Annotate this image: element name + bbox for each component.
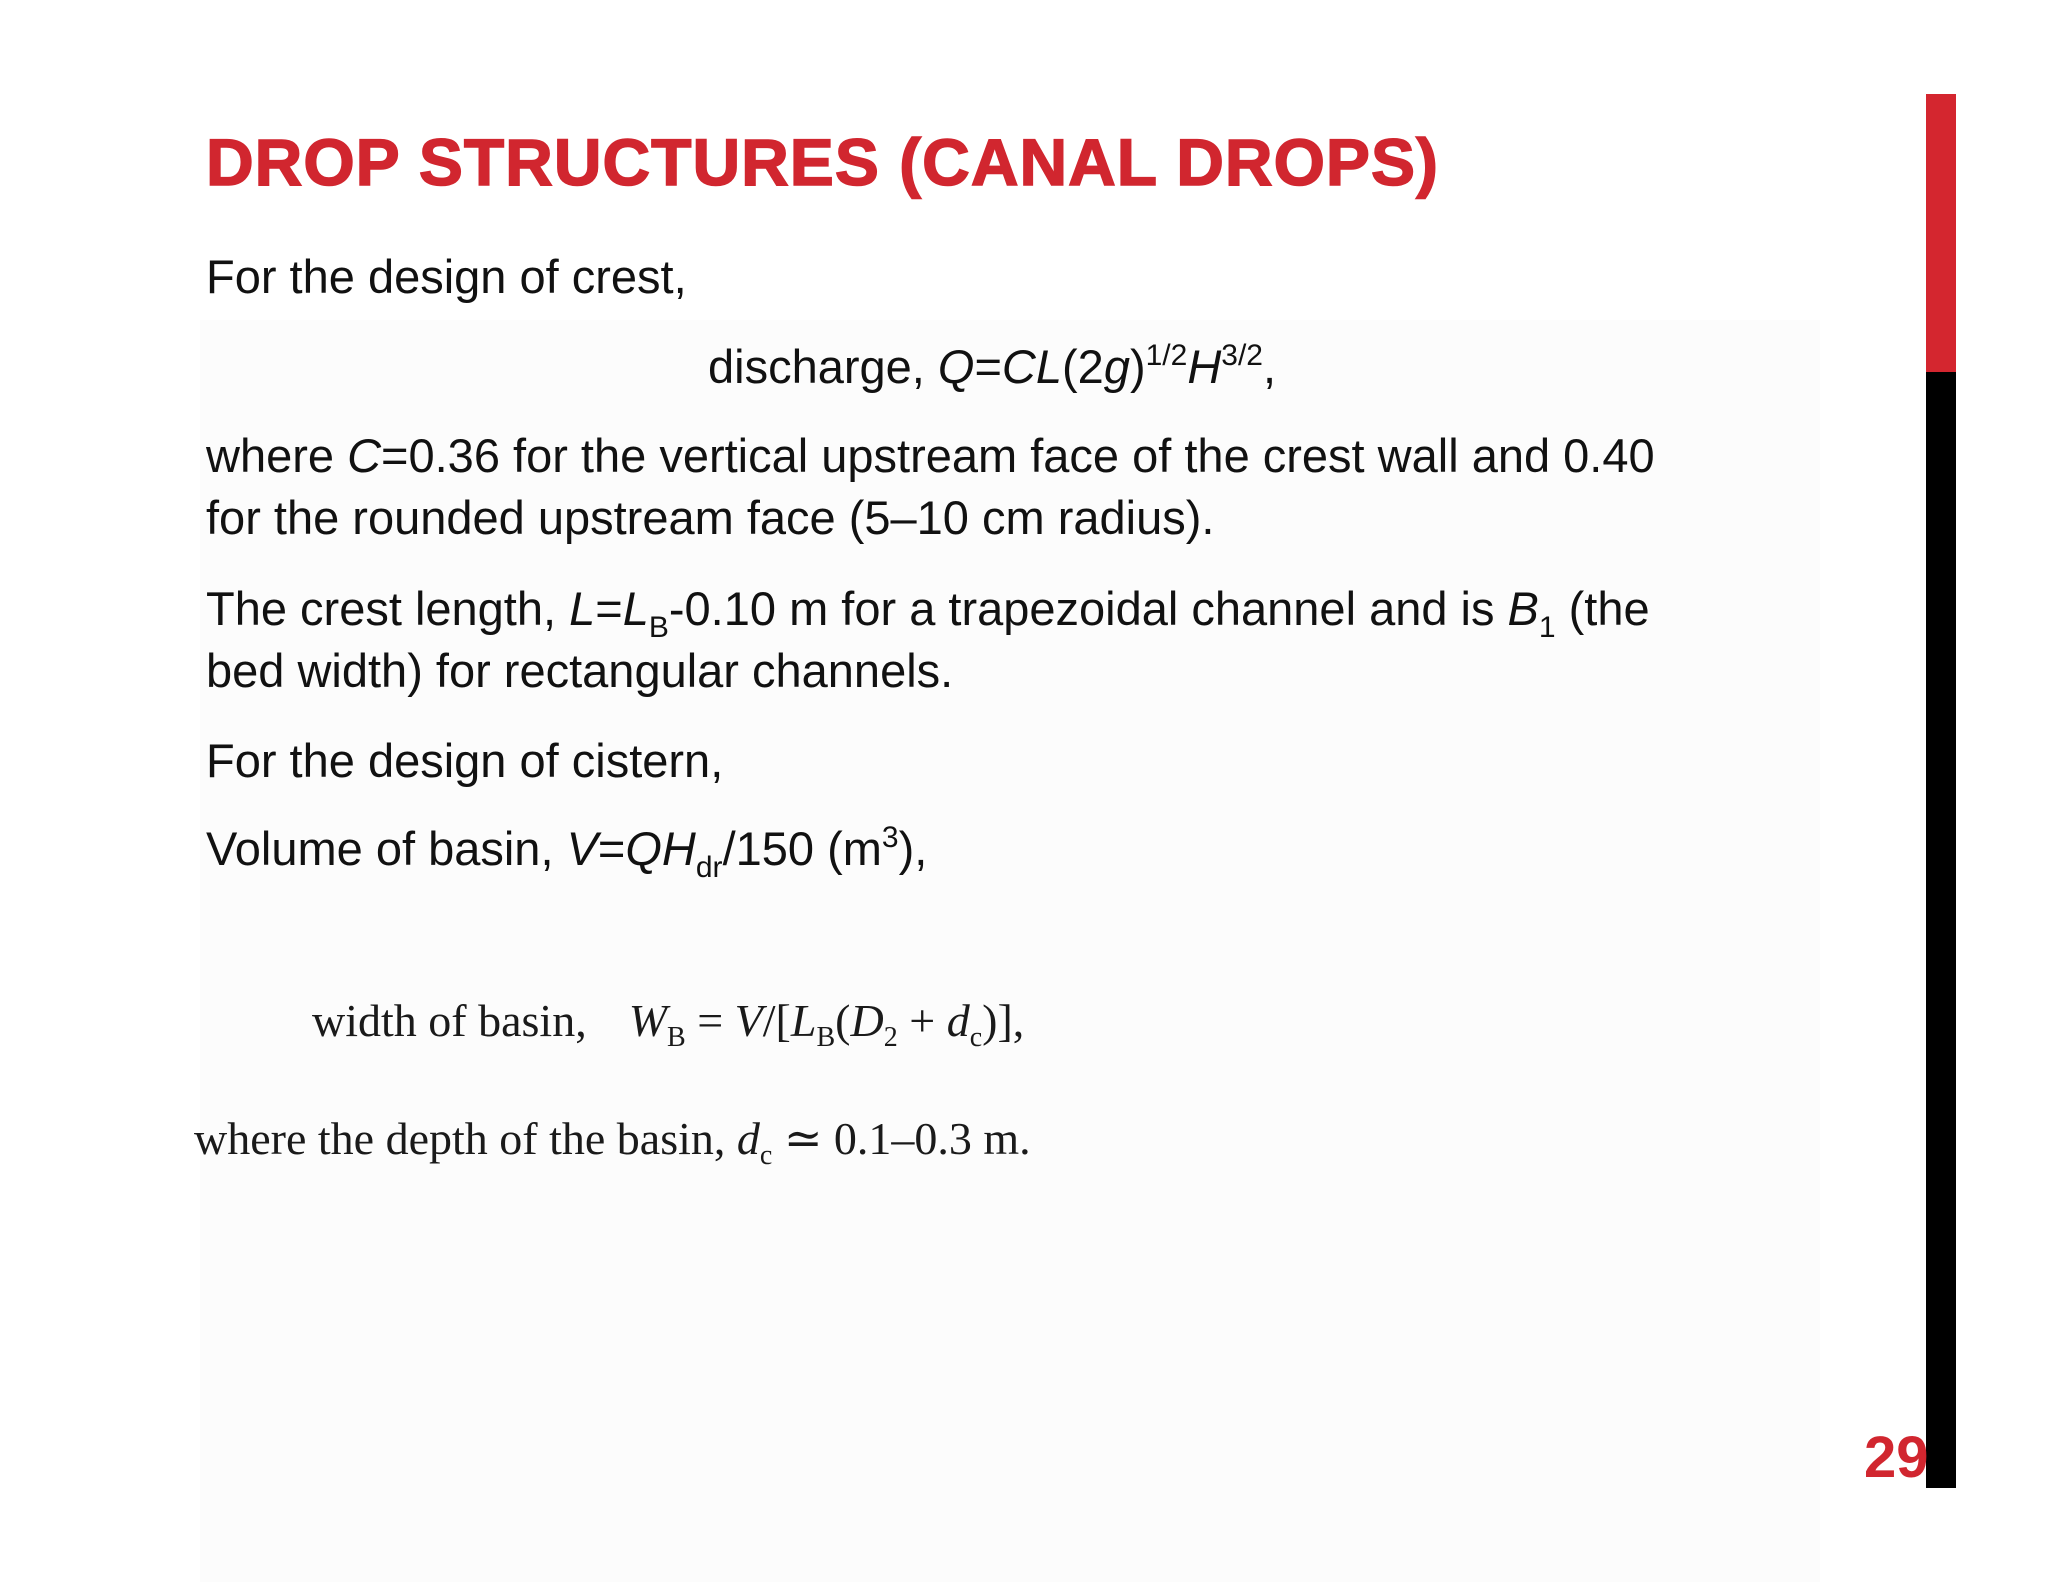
discharge-h: H [1187, 340, 1222, 393]
length-sub-b: B [648, 611, 669, 644]
length-l: L [569, 582, 596, 635]
volume-sup-3: 3 [881, 821, 899, 854]
accent-bar-red [1926, 94, 1956, 372]
discharge-tail: , [1263, 340, 1277, 393]
length-sub-1: 1 [1538, 611, 1556, 644]
discharge-exp1: 1/2 [1145, 339, 1188, 372]
basin-depth-line [194, 1111, 1031, 1171]
discharge-label: discharge, [708, 340, 938, 393]
crest-intro: For the design of crest, [206, 250, 687, 303]
discharge-eq-sign: = [974, 340, 1002, 393]
volume-eq: = [597, 822, 626, 875]
length-eq: = [595, 582, 623, 635]
volume-sub-dr: dr [695, 851, 723, 884]
discharge-cl: CL [1001, 340, 1063, 393]
discharge-paren-open: (2 [1062, 340, 1104, 393]
basin-d: D [850, 995, 884, 1046]
slide-title: DROP STRUCTURES (CANAL DROPS) [206, 125, 1439, 199]
basin-width-label: width of basin, [312, 995, 587, 1046]
discharge-paren-close: ) [1129, 340, 1146, 393]
coef-c: C [347, 429, 382, 482]
basin-eq: = [685, 995, 735, 1046]
basin-w-sub: B [667, 1022, 686, 1053]
basin-slash: /[ [762, 995, 791, 1046]
coef-rest: =0.36 for the vertical upstream face of the crest wall and 0.40 [381, 429, 1655, 482]
coef-line-1 [206, 425, 1655, 487]
depth-value: ≃ 0.1–0.3 m. [772, 1113, 1031, 1164]
volume-label: Volume of basin, [206, 822, 567, 875]
accent-bar-black [1926, 372, 1956, 1488]
volume-tail: ), [898, 822, 928, 875]
basin-close: )], [982, 995, 1025, 1046]
basin-width-equation [312, 994, 1025, 1053]
basin-dc-sub: c [969, 1022, 983, 1053]
discharge-equation [708, 336, 1276, 398]
basin-v: V [734, 995, 763, 1046]
length-line-1 [206, 578, 1650, 644]
length-b1: B [1507, 582, 1539, 635]
volume-rest: /150 (m [722, 822, 882, 875]
basin-w: W [628, 995, 668, 1046]
basin-open: ( [835, 995, 851, 1046]
length-line-2: bed width) for rectangular channels. [206, 644, 954, 697]
cistern-intro: For the design of cistern, [206, 734, 724, 787]
basin-d-sub: 2 [883, 1022, 898, 1053]
length-rest: -0.10 m for a trapezoidal channel and is [668, 582, 1508, 635]
basin-plus: + [897, 995, 947, 1046]
basin-l-sub: B [816, 1022, 836, 1053]
length-label: The crest length, [206, 582, 570, 635]
length-tail: (the [1555, 582, 1650, 635]
depth-d: d [736, 1113, 760, 1164]
volume-qh: QH [625, 822, 696, 875]
basin-l: L [790, 995, 817, 1046]
volume-v: V [566, 822, 598, 875]
discharge-q: Q [937, 340, 975, 393]
discharge-g: g [1103, 340, 1130, 393]
basin-dc: d [946, 995, 970, 1046]
coef-line-2: for the rounded upstream face (5–10 cm radius). [206, 491, 1215, 544]
depth-sub-c: c [759, 1140, 773, 1171]
coef-where: where [206, 429, 348, 482]
depth-label: where the depth of the basin, [194, 1113, 737, 1164]
discharge-exp2: 3/2 [1221, 339, 1263, 372]
length-lb: L [622, 582, 649, 635]
page-number: 29 [1864, 1425, 1929, 1490]
volume-line [206, 818, 928, 884]
